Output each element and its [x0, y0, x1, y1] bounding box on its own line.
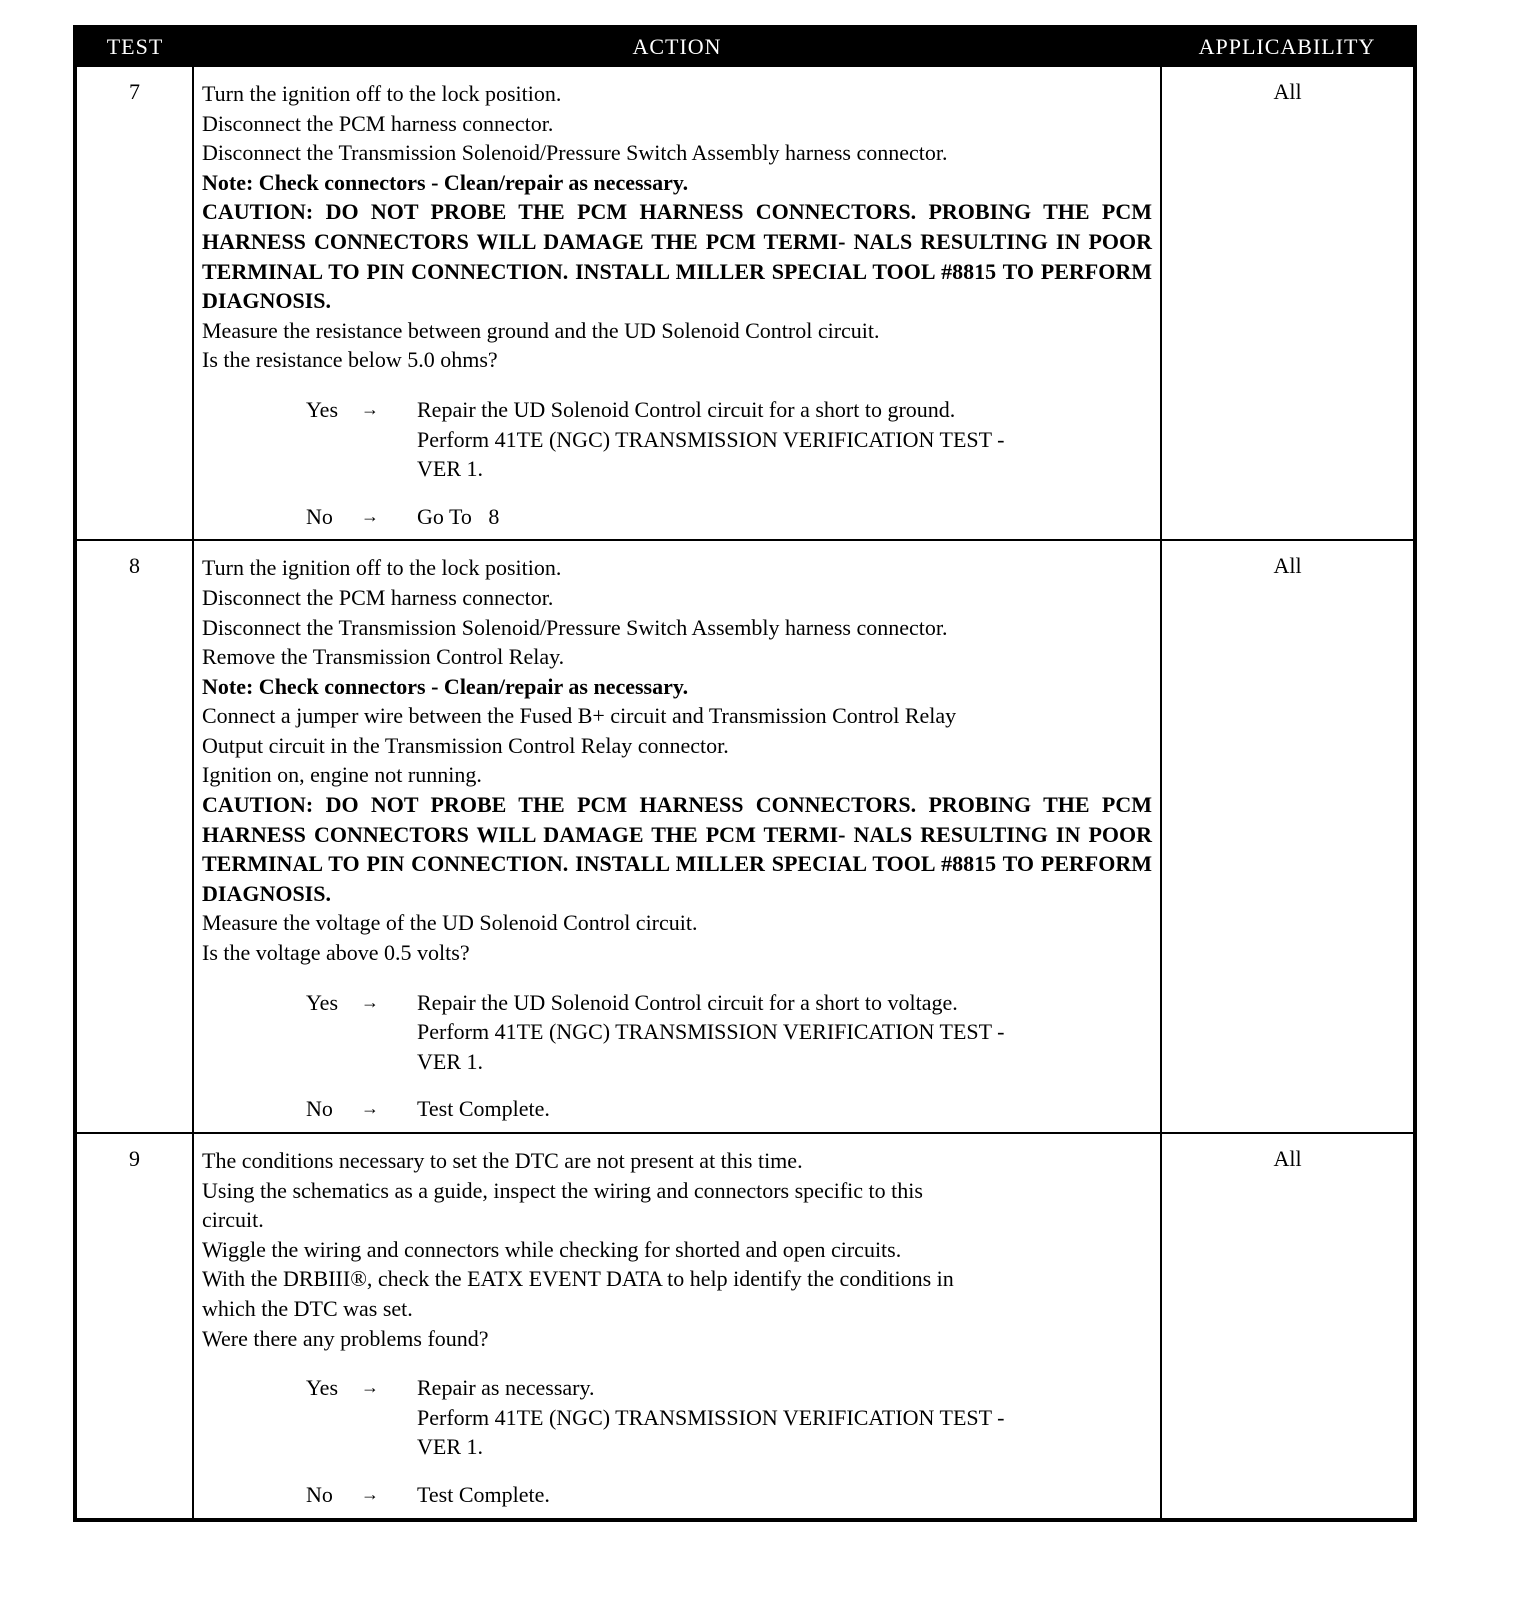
- note-text: Note: Check connectors - Clean/repair as necessary.: [202, 673, 689, 699]
- yes-outcome: [306, 1373, 1152, 1462]
- test-question: Is the voltage above 0.5 volts?: [202, 940, 470, 966]
- action-step: Using the schematics as a guide, inspect the wiring and connectors specific to this: [202, 1177, 923, 1203]
- result-line: Repair as necessary.: [417, 1375, 595, 1401]
- note-text: Note: Check connectors - Clean/repair as necessary.: [202, 169, 689, 195]
- test-number: 8: [75, 540, 193, 1133]
- action-cell: [193, 540, 1161, 1133]
- outcomes: [202, 395, 1152, 531]
- header-test: TEST: [75, 27, 193, 66]
- applicability-cell: All: [1161, 540, 1415, 1133]
- action-step: Remove the Transmission Control Relay.: [202, 644, 565, 670]
- no-result: [417, 502, 1152, 532]
- yes-outcome: [306, 988, 1152, 1077]
- table-row: [75, 1133, 1415, 1520]
- yes-result: [417, 1373, 1152, 1462]
- diagnostic-test-table: [73, 25, 1417, 1522]
- header-action: ACTION: [193, 27, 1161, 66]
- action-step: circuit.: [202, 1207, 264, 1233]
- yes-label: Yes: [306, 1375, 339, 1401]
- yes-result: [417, 988, 1152, 1077]
- action-step: Output circuit in the Transmission Control Relay connector.: [202, 732, 729, 758]
- header-applicability: APPLICABILITY: [1161, 27, 1415, 66]
- no-result: [417, 1094, 1152, 1124]
- no-label: No: [306, 1481, 333, 1507]
- table-row: [75, 540, 1415, 1133]
- table-row: [75, 66, 1415, 540]
- no-result: [417, 1480, 1152, 1510]
- result-line: Test Complete.: [417, 1481, 550, 1507]
- action-step: Disconnect the PCM harness connector.: [202, 110, 554, 136]
- yes-result: [417, 395, 1152, 484]
- action-step: Disconnect the Transmission Solenoid/Pressure Switch Assembly harness connector.: [202, 140, 948, 166]
- table-header: [75, 27, 1415, 66]
- right-arrow-icon: →: [361, 991, 379, 1012]
- action-step: which the DTC was set.: [202, 1295, 413, 1321]
- action-step: Turn the ignition off to the lock position.: [202, 81, 562, 106]
- caution-text: CAUTION: DO NOT PROBE THE PCM HARNESS CONNECTORS. PROBING THE PCM HARNESS CONNECTORS WILL DAMAGE THE PCM TERMI- NALS RESULTING IN POOR TERMINAL TO PIN CONNECTION. INSTALL MILLER SPECIAL TOOL #8815 TO PERFORM DIAGNOSIS.: [202, 792, 1152, 906]
- result-line: Perform 41TE (NGC) TRANSMISSION VERIFICATION TEST -: [417, 1404, 1005, 1430]
- action-step: Connect a jumper wire between the Fused B+ circuit and Transmission Control Relay: [202, 703, 957, 729]
- right-arrow-icon: →: [361, 1377, 379, 1398]
- action-step: With the DRBIII®, check the EATX EVENT DATA to help identify the conditions in: [202, 1266, 954, 1292]
- action-step: Wiggle the wiring and connectors while checking for shorted and open circuits.: [202, 1236, 902, 1262]
- action-step: Turn the ignition off to the lock position.: [202, 555, 562, 581]
- yes-label: Yes: [306, 396, 339, 422]
- goto-link[interactable]: Go To 8: [417, 503, 500, 529]
- action-step: Disconnect the PCM harness connector.: [202, 584, 554, 610]
- test-number: 9: [75, 1133, 193, 1520]
- action-cell: [193, 1133, 1161, 1520]
- outcomes: [202, 1373, 1152, 1509]
- action-step: Disconnect the Transmission Solenoid/Pressure Switch Assembly harness connector.: [202, 614, 948, 640]
- no-label: No: [306, 503, 333, 529]
- result-line: Test Complete.: [417, 1096, 550, 1122]
- action-step: Measure the voltage of the UD Solenoid Control circuit.: [202, 910, 698, 936]
- test-question: Were there any problems found?: [202, 1325, 489, 1351]
- action-step: Ignition on, engine not running.: [202, 762, 482, 788]
- yes-outcome: [306, 395, 1152, 484]
- outcomes: [202, 988, 1152, 1124]
- result-line: Repair the UD Solenoid Control circuit for a short to ground.: [417, 396, 956, 422]
- no-outcome: [306, 1094, 1152, 1124]
- right-arrow-icon: →: [361, 1483, 379, 1504]
- applicability-cell: All: [1161, 1133, 1415, 1520]
- action-cell: [193, 66, 1161, 540]
- test-number: 7: [75, 66, 193, 540]
- result-line: VER 1.: [417, 456, 483, 482]
- right-arrow-icon: →: [361, 505, 379, 526]
- action-step: Measure the resistance between ground and the UD Solenoid Control circuit.: [202, 317, 880, 343]
- result-line: Perform 41TE (NGC) TRANSMISSION VERIFICATION TEST -: [417, 1019, 1005, 1045]
- no-label: No: [306, 1096, 333, 1122]
- yes-label: Yes: [306, 989, 339, 1015]
- no-outcome: [306, 502, 1152, 532]
- applicability-cell: All: [1161, 66, 1415, 540]
- result-line: VER 1.: [417, 1434, 483, 1460]
- result-line: Repair the UD Solenoid Control circuit for a short to voltage.: [417, 989, 958, 1015]
- right-arrow-icon: →: [361, 398, 379, 419]
- no-outcome: [306, 1480, 1152, 1510]
- caution-text: CAUTION: DO NOT PROBE THE PCM HARNESS CONNECTORS. PROBING THE PCM HARNESS CONNECTORS WILL DAMAGE THE PCM TERMI- NALS RESULTING IN POOR TERMINAL TO PIN CONNECTION. INSTALL MILLER SPECIAL TOOL #8815 TO PERFORM DIAGNOSIS.: [202, 199, 1152, 314]
- test-question: Is the resistance below 5.0 ohms?: [202, 347, 498, 373]
- action-step: The conditions necessary to set the DTC are not present at this time.: [202, 1148, 803, 1173]
- result-line: VER 1.: [417, 1048, 483, 1074]
- result-line: Perform 41TE (NGC) TRANSMISSION VERIFICATION TEST -: [417, 426, 1005, 452]
- right-arrow-icon: →: [361, 1098, 379, 1119]
